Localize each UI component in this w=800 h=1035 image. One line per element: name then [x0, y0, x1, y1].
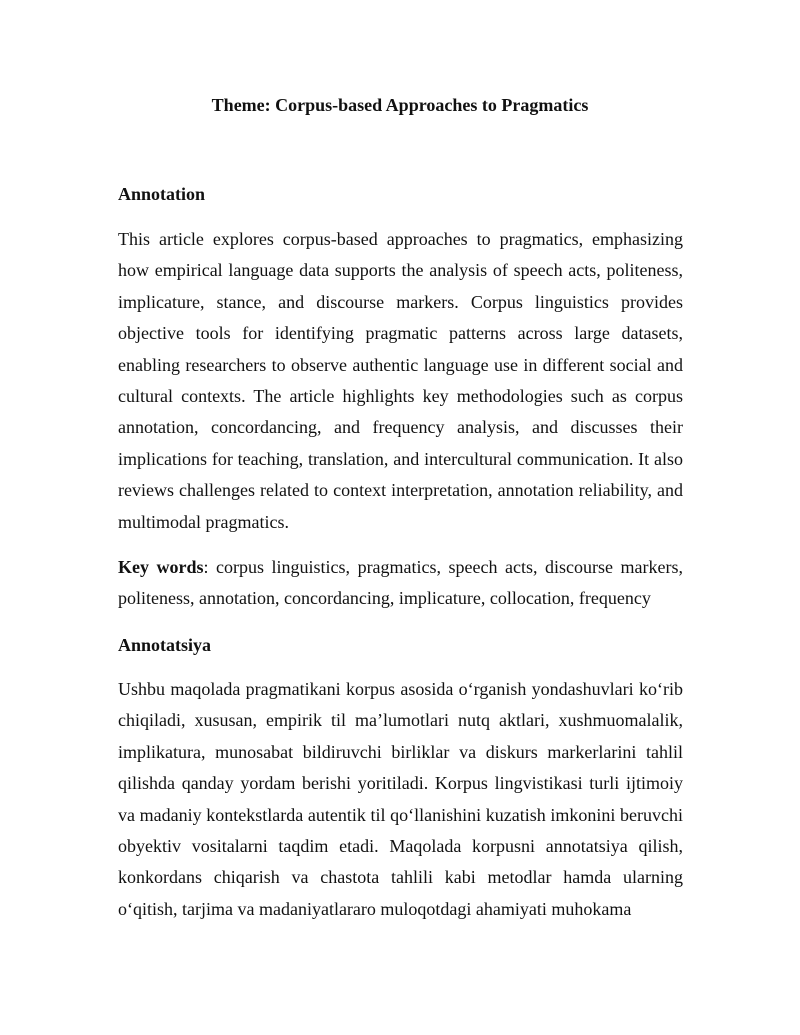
keywords-separator: : [203, 557, 209, 577]
annotation-paragraph: This article explores corpus-based approaches to pragmatics, emphasizing how empirical language data supports the analysis of speech acts, politeness, implicature, stance, and discourse markers. Corpus linguistics provides objective tools for identifying pragmatic patterns across large datasets, enabling researchers to observe authentic language use in different social and cultural contexts. The article highlights key methodologies such as corpus annotation, concordancing, and frequency analysis, and discusses their implications for teaching, translation, and intercultural communication. It also reviews challenges related to context interpretation, annotation reliability, and multimodal pragmatics. [118, 229, 683, 532]
keywords-label: Key words [118, 557, 204, 577]
annotatsiya-paragraph: Ushbu maqolada pragmatikani korpus asosida oʻrganish yondashuvlari koʻrib chiqiladi, xususan, empirik til maʼlumotlari nutq aktlari, xushmuomalalik, implikatura, munosabat bildiruvchi birliklar va diskurs markerlarini tahlil qilishda qanday yordam berishi yoritiladi. Korpus lingvistikasi turli ijtimoiy va madaniy kontekstlarda autentik til qoʻllanishini kuzatish imkonini beruvchi obyektiv vositalarni taqdim etadi. Maqolada korpusni annotatsiya qilish, konkordans chiqarish va chastota tahlili kabi metodlar hamda ularning oʻqitish, tarjima va madaniyatlararo muloqotdagi ahamiyati muhokama [118, 679, 683, 919]
keywords-list: corpus linguistics, pragmatics, speech acts, discourse markers, politeness, annotation, concordancing, implicature, collocation, frequency [118, 557, 684, 609]
annotatsiya-heading: Annotatsiya [118, 635, 212, 655]
page-title: Theme: Corpus-based Approaches to Pragmatics [211, 95, 589, 115]
annotation-heading: Annotation [118, 184, 206, 204]
keywords-paragraph [118, 552, 683, 615]
